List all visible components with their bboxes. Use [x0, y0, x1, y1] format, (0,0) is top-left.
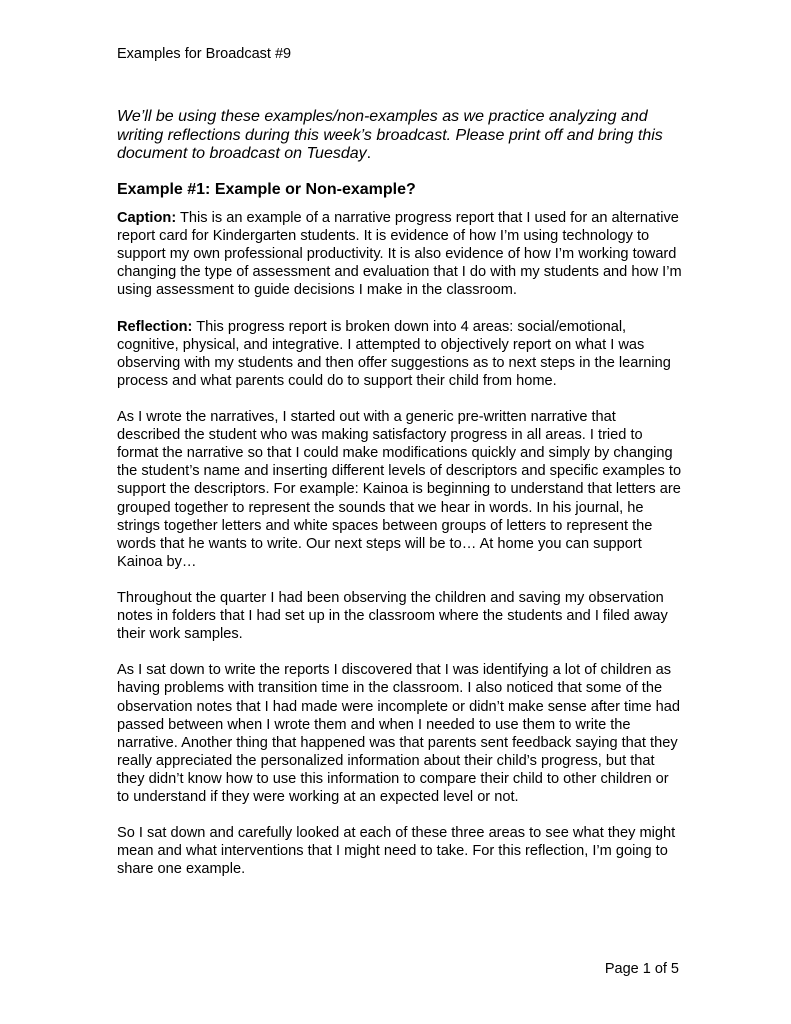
reflection-text: This progress report is broken down into 4 areas: social/emotional, cognitive, physical, and integrative. I attempted to objectively report on what I was observing with my students and then offer suggestions as to next steps in the learning process and what parents could do to support their child from home.	[117, 318, 671, 389]
intro-period: .	[366, 145, 372, 162]
body-text	[117, 209, 682, 897]
caption-text: This is an example of a narrative progress report that I used for an alternative report card for Kindergarten students. It is evidence of how I’m using technology to support my own professional productivity. It is also evidence of how I’m working toward changing the type of assessment and evaluation that I do with my students and how I’m using assessment to guide decisions I make in the classroom.	[117, 210, 682, 299]
narratives-paragraph: As I wrote the narratives, I started out with a generic pre-written narrative that described the student who was making satisfactory progress in all areas. I tried to format the narrative so that I could make modifications quickly and simply by changing the student’s name and inserting different levels of descriptors and specific examples to support the descriptors. For example: Kainoa is beginning to understand that letters are grouped together to represent the sounds that we hear in words. In his journal, he strings together letters and white spaces between groups of letters to represent the words that he wants to write. Our next steps will be to… At home you can support Kainoa by…	[117, 409, 682, 570]
document-header-title: Examples for Broadcast #9	[117, 46, 292, 62]
caption-label: Caption:	[117, 210, 177, 226]
closing-paragraph: So I sat down and carefully looked at each of these three areas to see what they might mean and what interventions that I might need to take. For this reflection, I’m going to share one example.	[117, 825, 676, 878]
intro-paragraph	[117, 108, 682, 164]
reflection-paragraph	[117, 318, 682, 390]
observation-paragraph: Throughout the quarter I had been observing the children and saving my observation notes in folders that I had set up in the classroom where the students and I filed away their work samples.	[117, 589, 668, 643]
section-heading: Example #1: Example or Non-example?	[117, 181, 416, 198]
document-page	[117, 0, 682, 1024]
page-number: Page 1 of 5	[604, 961, 679, 977]
caption-paragraph	[117, 209, 682, 299]
reports-paragraph: As I sat down to write the reports I discovered that I was identifying a lot of children as having problems with transition time in the classroom. I also noticed that some of the observation notes that I had made were incomplete or didn’t make sense after time had passed between when I wrote them and when I needed to use them to write the narrative. Another thing that happened was that parents sent feedback saying that they really appreciated the personalized information about their child’s progress, but that they didn’t know how to use this information to compare their child to other children or to understand if they were working at an expected level or not.	[117, 662, 680, 805]
intro-text: We’ll be using these examples/non-examples as we practice analyzing and writing reflections during this week’s broadcast. Please print off and bring this document to broadcast on Tuesday	[117, 108, 663, 162]
reflection-label: Reflection:	[117, 318, 193, 335]
